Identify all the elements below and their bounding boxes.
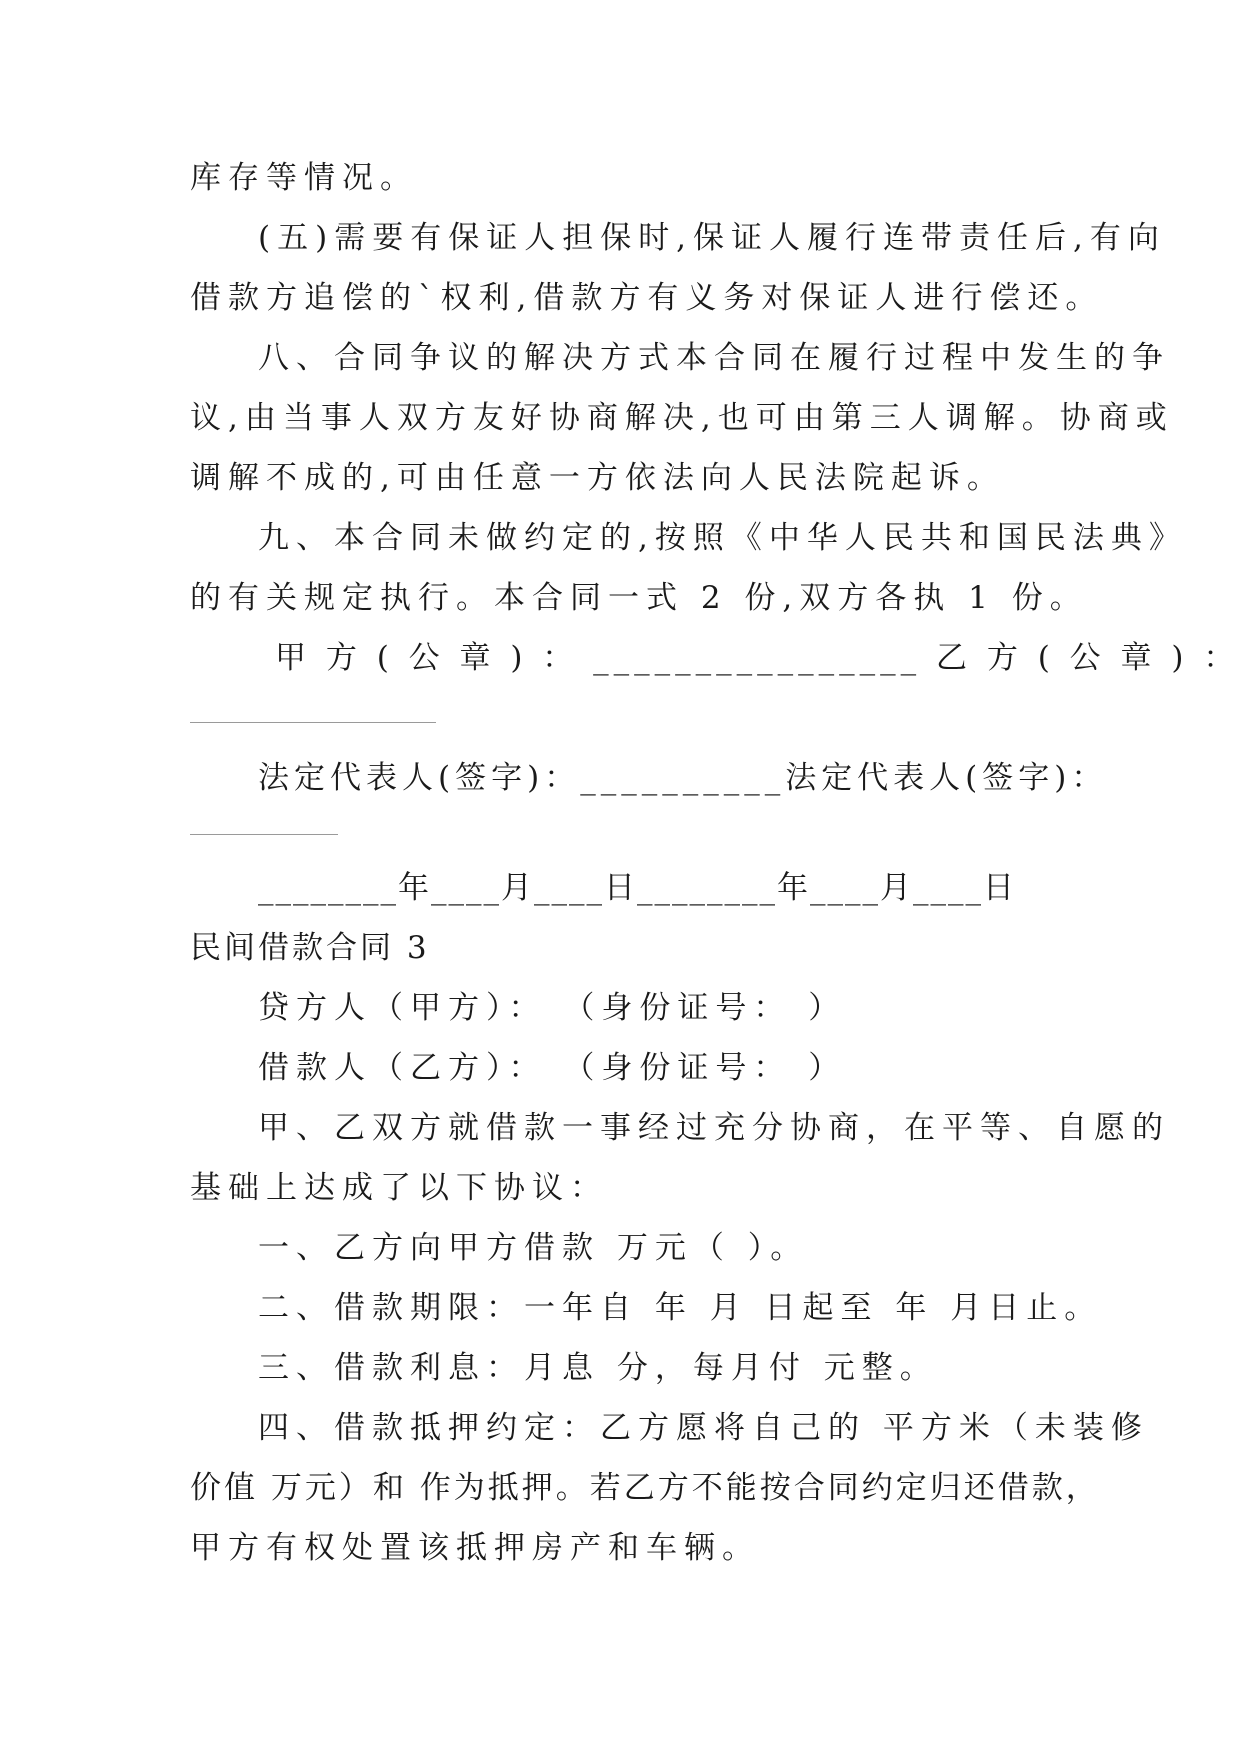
text-line: 基础上达成了以下协议： xyxy=(190,1170,608,1206)
date-line: ________年____月____日________年____月____日 xyxy=(258,870,1016,906)
text-line: 借款方追偿的`权利,借款方有义务对保证人进行偿还。 xyxy=(190,280,1104,316)
blank-underline xyxy=(190,834,338,835)
text-line: (五)需要有保证人担保时,保证人履行连带责任后,有向 xyxy=(258,220,1166,256)
text-line: 贷方人（甲方）： （身份证号： ） xyxy=(258,990,847,1026)
text-line: 库存等情况。 xyxy=(190,160,418,196)
blank-underline xyxy=(190,722,436,723)
text-line: 四、借款抵押约定：乙方愿将自己的 平方米（未装修 xyxy=(258,1410,1149,1446)
text-line: 调解不成的,可由任意一方依法向人民法院起诉。 xyxy=(190,460,1005,496)
section-title: 民间借款合同 3 xyxy=(190,930,430,966)
signature-line: 法定代表人(签字)：__________法定代表人(签字)： xyxy=(258,760,1108,796)
text-line: 八、合同争议的解决方式本合同在履行过程中发生的争 xyxy=(258,340,1170,376)
text-line: 甲方有权处置该抵押房产和车辆。 xyxy=(190,1530,760,1566)
text-line: 的有关规定执行。本合同一式 2 份,双方各执 1 份。 xyxy=(190,580,1088,616)
seal-line: 甲 方 ( 公 章 ) ： ________________ 乙 方 ( 公 章 ) ： xyxy=(275,640,1240,676)
text-line: 价值 万元）和 作为抵押。若乙方不能按合同约定归还借款， xyxy=(190,1470,1100,1506)
text-line: 九、本合同未做约定的,按照《中华人民共和国民法典》 xyxy=(258,520,1187,556)
text-line: 甲、乙双方就借款一事经过充分协商，在平等、自愿的 xyxy=(258,1110,1170,1146)
text-line: 一、乙方向甲方借款 万元（ ）。 xyxy=(258,1230,809,1266)
text-line: 议,由当事人双方友好协商解决,也可由第三人调解。协商或 xyxy=(190,400,1174,436)
text-line: 借款人（乙方）： （身份证号： ） xyxy=(258,1050,847,1086)
text-line: 二、借款期限：一年自 年 月 日起至 年 月日止。 xyxy=(258,1290,1103,1326)
text-line: 三、借款利息：月息 分，每月付 元整。 xyxy=(258,1350,938,1386)
